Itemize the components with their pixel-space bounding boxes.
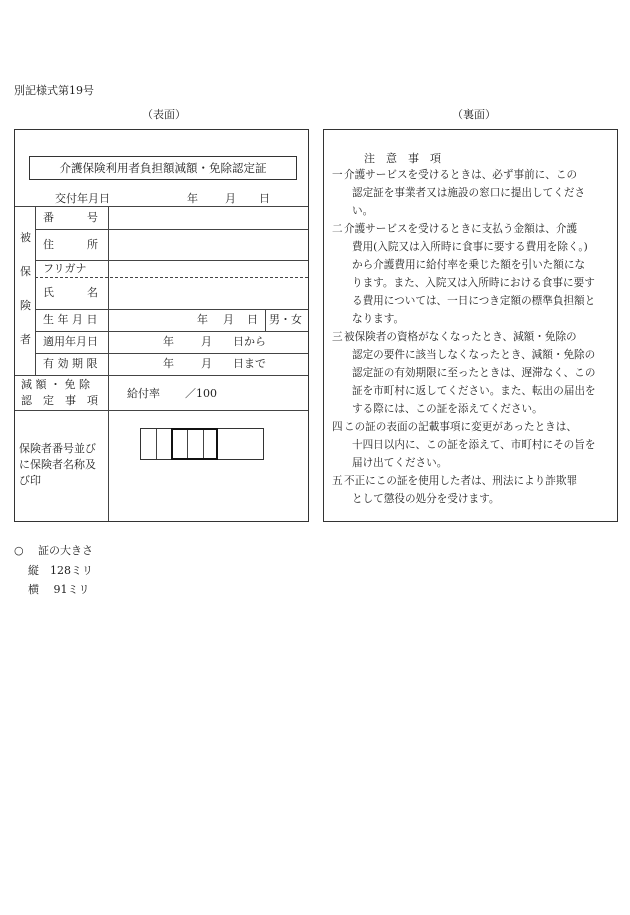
notice-line: 被保険者の資格がなくなったとき、減額・免除の bbox=[344, 331, 577, 343]
divider bbox=[265, 309, 266, 331]
address-label: 住 所 bbox=[43, 238, 98, 251]
size-note-bullet: ○ bbox=[14, 544, 24, 557]
furigana-label: フリガナ bbox=[43, 262, 87, 275]
notice-line: る費用については、一日につき定額の標準負担額と bbox=[352, 295, 596, 307]
notice-heading: 注 意 事 項 bbox=[364, 152, 441, 165]
issue-date-month: 月 bbox=[225, 192, 236, 205]
notice-line: 不正にこの証を使用した者は、刑法により詐欺罪 bbox=[344, 475, 578, 487]
divider bbox=[35, 331, 308, 332]
notice-line: 証を市町村に返してください。また、転出の届出を bbox=[352, 385, 596, 397]
divider bbox=[108, 206, 109, 521]
insured-char: 者 bbox=[20, 333, 31, 346]
insurer-label-line3: び印 bbox=[19, 474, 41, 487]
insured-char: 険 bbox=[20, 299, 31, 312]
divider bbox=[35, 353, 308, 354]
divider bbox=[15, 206, 308, 207]
divider bbox=[35, 206, 36, 375]
benefit-rate-label: 給付率 bbox=[127, 387, 160, 400]
certificate-title-box bbox=[29, 156, 297, 180]
valid-day: 日まで bbox=[233, 357, 266, 370]
birth-date-label: 生 年 月 日 bbox=[43, 313, 98, 326]
notice-line: から介護費用に給付率を乗じた額を引いた額にな bbox=[352, 259, 586, 271]
issue-date-year: 年 bbox=[187, 192, 198, 205]
box-divider bbox=[156, 429, 157, 459]
valid-until-label: 有 効 期 限 bbox=[43, 357, 98, 370]
divider bbox=[35, 309, 308, 310]
size-note-width: 横 91ミリ bbox=[28, 583, 90, 596]
gender-field: 男・女 bbox=[269, 313, 302, 326]
valid-year: 年 bbox=[163, 357, 174, 370]
divider bbox=[15, 410, 308, 411]
reduction-label-line1: 減 額 ・ 免 除 bbox=[21, 378, 90, 391]
notice-line: なります。 bbox=[352, 313, 405, 325]
notice-item-number: 一 bbox=[332, 169, 343, 181]
issue-date-day: 日 bbox=[259, 192, 270, 205]
notice-item-number: 四 bbox=[332, 421, 343, 433]
applicable-day: 日から bbox=[233, 335, 266, 348]
notice-line: ります。また、入院又は入所時における食事に要す bbox=[352, 277, 595, 289]
notice-line: この証の表面の記載事項に変更があったときは、 bbox=[344, 421, 577, 433]
notice-item-number: 三 bbox=[332, 331, 343, 343]
reduction-label-line2: 認 定 事 項 bbox=[21, 394, 98, 407]
insured-char: 保 bbox=[20, 265, 31, 278]
front-side-label: （表面） bbox=[142, 108, 186, 121]
name-label: 氏 名 bbox=[43, 286, 98, 299]
divider bbox=[15, 375, 308, 376]
front-card bbox=[14, 129, 309, 522]
notice-line: する際には、この証を添えてください。 bbox=[352, 403, 543, 415]
divider bbox=[35, 229, 308, 230]
notice-line: 介護サービスを受けるときに支払う金額は、介護 bbox=[344, 223, 578, 235]
certificate-title: 介護保険利用者負担額減額・免除認定証 bbox=[59, 161, 267, 175]
applicable-year: 年 bbox=[163, 335, 174, 348]
divider bbox=[35, 260, 308, 261]
notice-item-number: 五 bbox=[332, 475, 343, 487]
birth-month: 月 bbox=[223, 313, 234, 326]
notice-line: 介護サービスを受けるときは、必ず事前に、この bbox=[344, 169, 578, 181]
applicable-month: 月 bbox=[201, 335, 212, 348]
applicable-date-label: 適用年月日 bbox=[43, 335, 98, 348]
insurer-label-line1: 保険者番号並び bbox=[19, 442, 96, 455]
valid-month: 月 bbox=[201, 357, 212, 370]
issue-date-label: 交付年月日 bbox=[55, 192, 110, 205]
notice-line: 認定証の有効期限に至ったときは、遅滞なく、この bbox=[352, 367, 596, 379]
birth-day: 日 bbox=[247, 313, 258, 326]
notice-line: い。 bbox=[352, 205, 374, 217]
notice-line: 認定証を事業者又は施設の窓口に提出してくださ bbox=[352, 187, 586, 199]
notice-item-number: 二 bbox=[332, 223, 343, 235]
insured-char: 被 bbox=[20, 231, 31, 244]
back-side-label: （裏面） bbox=[452, 108, 496, 121]
notice-line: 届け出てください。 bbox=[352, 457, 448, 469]
furigana-divider bbox=[35, 277, 308, 278]
size-note-height: 縦 128ミリ bbox=[28, 564, 93, 577]
notice-line: として懲役の処分を受けます。 bbox=[352, 493, 500, 505]
back-card bbox=[323, 129, 618, 522]
notice-line: 十四日以内に、この証を添えて、市町村にその旨を bbox=[352, 439, 596, 451]
notice-line: 費用(入院又は入所時に食事に要する費用を除く。) bbox=[352, 241, 588, 253]
birth-year: 年 bbox=[197, 313, 208, 326]
notice-line: 認定の要件に該当しなくなったとき、減額・免除の bbox=[352, 349, 596, 361]
size-note-heading: 証の大きさ bbox=[38, 544, 93, 557]
insurer-label-line2: に保険者名称及 bbox=[19, 458, 96, 471]
insurer-number-highlight-box bbox=[171, 428, 218, 460]
number-label: 番 号 bbox=[43, 211, 98, 224]
form-label: 別記様式第19号 bbox=[14, 84, 94, 97]
benefit-rate-unit: ／100 bbox=[185, 387, 217, 400]
